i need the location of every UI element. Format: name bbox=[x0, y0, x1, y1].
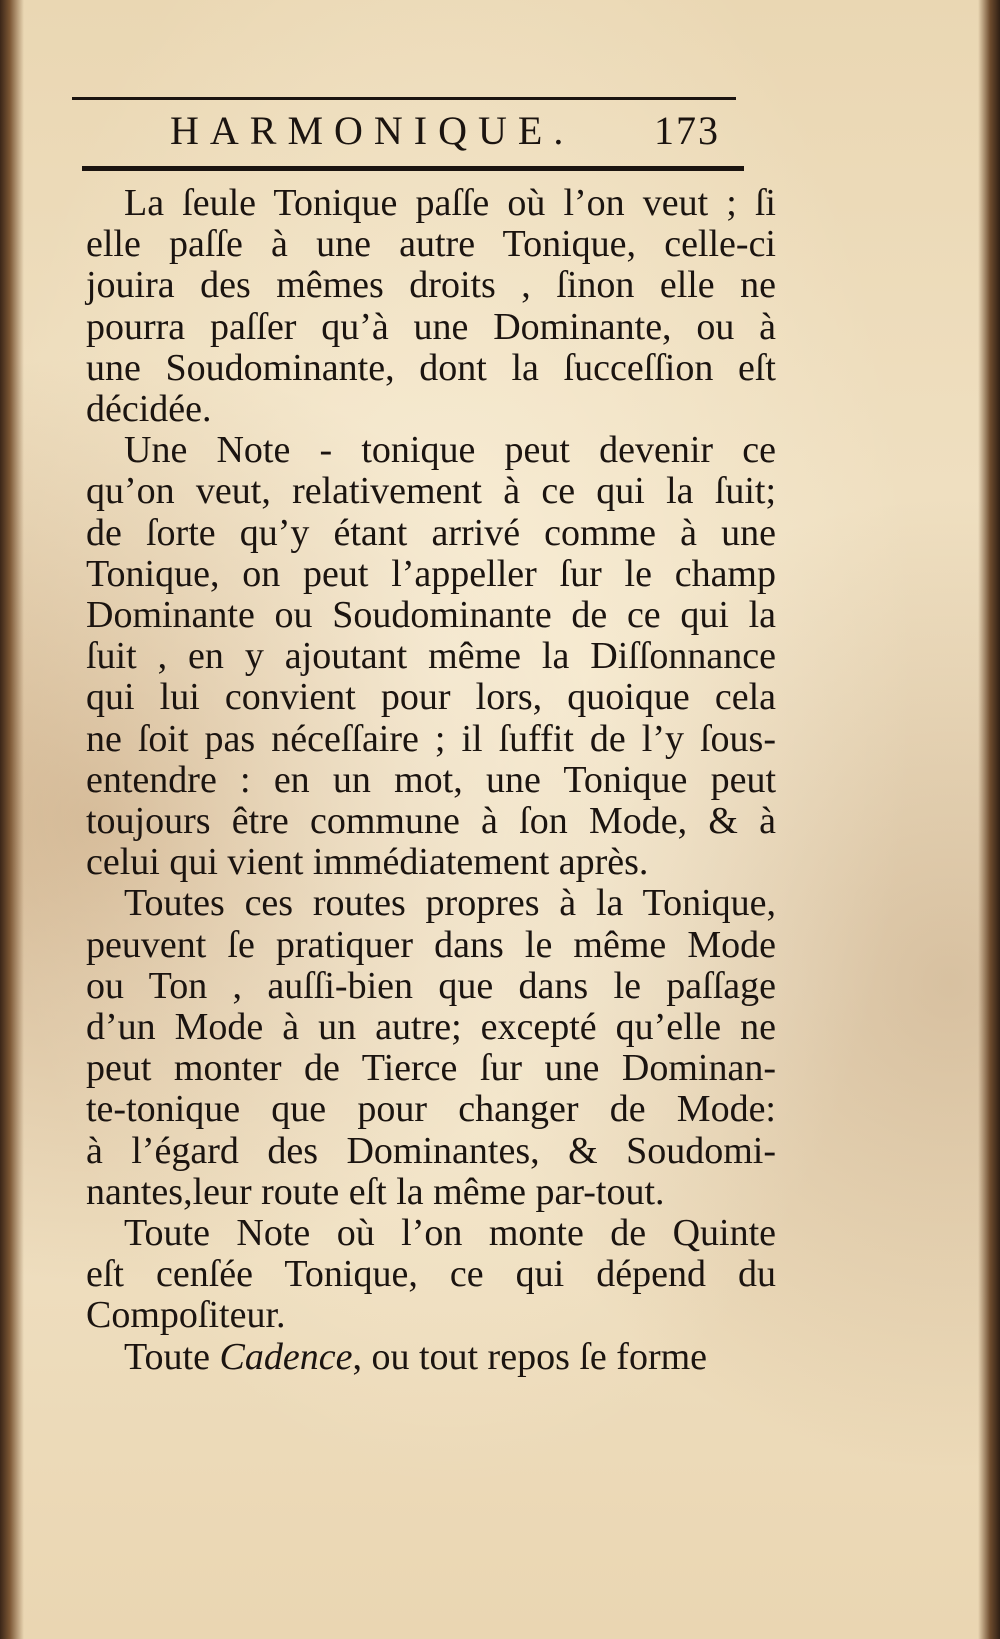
text-line: Toute Note où l’on monte de Quinte bbox=[124, 1212, 776, 1255]
header-rule-top bbox=[72, 97, 736, 100]
text-line bbox=[86, 1337, 776, 1378]
text-line: décidée. bbox=[86, 388, 212, 431]
text-line: entendre : en un mot, une Tonique peut bbox=[86, 758, 776, 801]
text-line: te-tonique que pour changer de Mode: bbox=[86, 1088, 776, 1131]
text-line: à l’égard des Dominantes, & Soudomi- bbox=[86, 1129, 776, 1172]
text-line: qui lui convient pour lors, quoique cela bbox=[86, 676, 776, 719]
text-run: , ou tout repos ſe forme bbox=[352, 1335, 708, 1378]
text-line: pourra paſſer qu’à une Dominante, ou à bbox=[86, 305, 776, 348]
page-edge-right bbox=[978, 0, 1000, 1639]
italic-term: Cadence bbox=[219, 1335, 353, 1378]
text-line: de ſorte qu’y étant arrivé comme à une bbox=[86, 511, 776, 554]
text-line: eſt cenſée Tonique, ce qui dépend du bbox=[86, 1253, 776, 1296]
text-line: Compoſiteur. bbox=[86, 1294, 286, 1337]
text-line: celui qui vient immédiatement après. bbox=[86, 841, 649, 884]
text-line: une Soudominante, dont la ſucceſſion eſt bbox=[86, 346, 776, 389]
text-line: peut monter de Tierce ſur une Dominan- bbox=[86, 1047, 776, 1090]
text-line: La ſeule Tonique paſſe où l’on veut ; ſi bbox=[124, 182, 776, 224]
text-line: Une Note - tonique peut devenir ce bbox=[124, 429, 776, 472]
page-edge-left bbox=[0, 0, 24, 1639]
text-run: Toute bbox=[124, 1335, 220, 1378]
text-line: Dominante ou Soudominante de ce qui la bbox=[86, 594, 776, 637]
text-line: elle paſſe à une autre Tonique, celle-ci bbox=[86, 223, 776, 266]
text-line: Toutes ces routes propres à la Tonique, bbox=[124, 882, 776, 925]
text-line: peuvent ſe pratiquer dans le même Mode bbox=[86, 923, 776, 966]
text-line: ne ſoit pas néceſſaire ; il ſuffit de l’y ſous- bbox=[86, 717, 776, 760]
running-title: HARMONIQUE. bbox=[170, 108, 575, 153]
text-line: Tonique, on peut l’appeller ſur le champ bbox=[86, 552, 776, 595]
page-number: 173 bbox=[654, 108, 720, 153]
text-line: ou Ton , auſſi-bien que dans le paſſage bbox=[86, 964, 776, 1007]
text-line: toujours être commune à ſon Mode, & à bbox=[86, 800, 776, 843]
text-line: ſuit , en y ajoutant même la Diſſonnance bbox=[86, 635, 776, 678]
text-line: d’un Mode à un autre; excepté qu’elle ne bbox=[86, 1006, 776, 1049]
text-line: jouira des mêmes droits , ſinon elle ne bbox=[86, 264, 776, 307]
text-line: nantes,leur route eſt la même par-tout. bbox=[86, 1170, 665, 1213]
header-rule-bottom bbox=[82, 166, 744, 171]
text-line: qu’on veut, relativement à ce qui la ſuit; bbox=[86, 470, 776, 513]
body-text bbox=[86, 183, 776, 1378]
